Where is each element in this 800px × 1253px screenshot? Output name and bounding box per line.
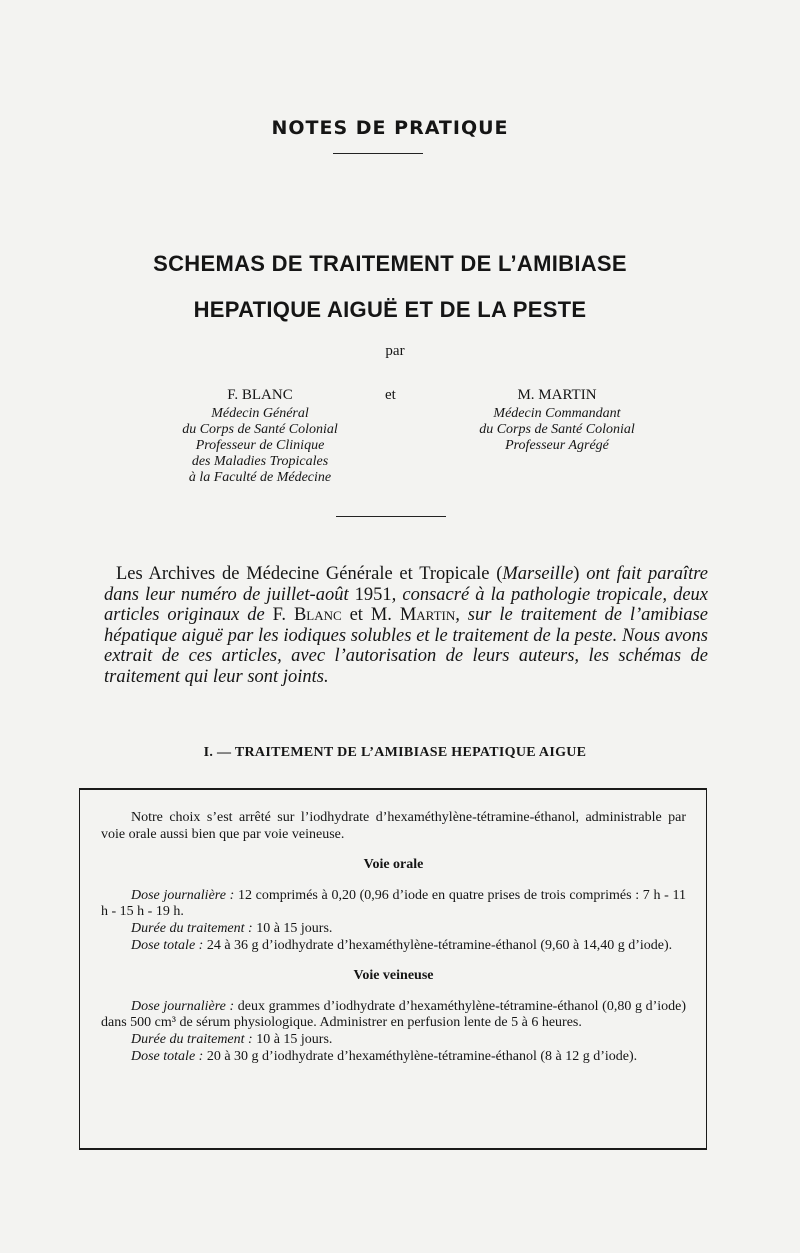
author-blanc	[140, 387, 380, 486]
field-label: Dose totale :	[131, 1048, 204, 1064]
field-label: Durée du traitement :	[131, 1031, 253, 1047]
box-intro: Notre choix s’est arrêté sur l’iodhydrate d’hexaméthylène-tétramine-éthanol, administrable par voie orale aussi bien que par voie veineuse.	[101, 810, 686, 842]
intro-text-italic: , sur le traitement de l’amibiase hépatique aiguë par les iodiques solubles et le traitement de la peste. Nous avons extrait de ces articles, avec l’autorisation de leurs auteurs, les schémas de traitement qui leur sont joints.	[104, 605, 708, 687]
intro-text-italic: Marseille	[502, 564, 574, 584]
treatment-box	[79, 788, 707, 1150]
author-martin	[437, 387, 677, 454]
field-label: Dose totale :	[131, 937, 204, 953]
intro-author-name: F. Blanc	[272, 605, 342, 625]
subheading-voie-orale: Voie orale	[363, 857, 424, 873]
field-text: deux grammes d’iodhydrate d’hexaméthylène-tétramine-éthanol (0,80 g d’iode) dans 500 cm³ de sérum physiologique. Administrer en perfusion lente de 5 à 6 heures.	[101, 998, 686, 1031]
field-label: Dose journalière :	[131, 998, 235, 1014]
affiliation-line: Professeur de Clinique	[195, 438, 325, 453]
affiliation-line: Médecin Général	[211, 406, 309, 421]
affiliation-line: du Corps de Santé Colonial	[479, 422, 635, 437]
section-kicker: NOTES DE PRATIQUE	[271, 117, 509, 139]
field-label: Dose journalière :	[131, 887, 235, 903]
field-text: 10 à 15 jours.	[252, 1031, 333, 1047]
iv-dose-journaliere	[101, 999, 686, 1032]
subheading-voie-veineuse: Voie veineuse	[353, 968, 434, 984]
section-heading: I. — TRAITEMENT DE L’AMIBIASE HEPATIQUE AIGUE	[203, 745, 587, 760]
treatment-box-content	[101, 810, 686, 1065]
author-name: M. MARTIN	[517, 387, 597, 403]
article-title-line2: HEPATIQUE AIGUË ET DE LA PESTE	[193, 297, 587, 322]
intro-text-italic: , consacré à la pathologie tropicale, deux articles originaux de	[104, 584, 708, 625]
intro-author-name: M. Martin	[370, 605, 456, 625]
article-title-line1: SCHEMAS DE TRAITEMENT DE L’AMIBIASE	[153, 251, 627, 276]
divider-rule	[333, 153, 423, 154]
intro-text: Les Archives de Médecine Générale et Tropicale (	[116, 564, 503, 584]
iv-duree	[101, 1032, 686, 1049]
field-text: 10 à 15 jours.	[252, 920, 333, 936]
field-label: Durée du traitement :	[131, 920, 253, 936]
affiliation-line: à la Faculté de Médecine	[188, 470, 332, 485]
field-text: 24 à 36 g d’iodhydrate d’hexaméthylène-tétramine-éthanol (9,60 à 14,40 g d’iode).	[203, 937, 673, 953]
intro-text: et	[341, 605, 371, 625]
divider-rule	[336, 516, 446, 517]
byline-par: par	[385, 343, 405, 359]
byline-et: et	[385, 387, 396, 403]
intro-text: )	[573, 564, 587, 584]
affiliation-line: des Maladies Tropicales	[191, 454, 329, 469]
affiliation-line: Médecin Commandant	[493, 406, 621, 421]
affiliation-line: du Corps de Santé Colonial	[182, 422, 338, 437]
field-text: 20 à 30 g d’iodhydrate d’hexaméthylène-tétramine-éthanol (8 à 12 g d’iode).	[203, 1048, 638, 1064]
oral-dose-totale	[101, 938, 686, 955]
intro-text-italic: ont fait paraître dans leur numéro de juillet-août	[104, 564, 709, 605]
intro-paragraph	[104, 564, 708, 687]
intro-text: 1951	[354, 584, 392, 605]
iv-dose-totale	[101, 1049, 686, 1066]
author-name: F. BLANC	[227, 387, 293, 403]
affiliation-line: Professeur Agrégé	[505, 438, 609, 453]
oral-duree	[101, 921, 686, 938]
field-text: 12 comprimés à 0,20 (0,96 d’iode en quatre prises de trois comprimés : 7 h - 11 h - 15 h - 19 h.	[101, 887, 686, 920]
oral-dose-journaliere	[101, 888, 686, 921]
